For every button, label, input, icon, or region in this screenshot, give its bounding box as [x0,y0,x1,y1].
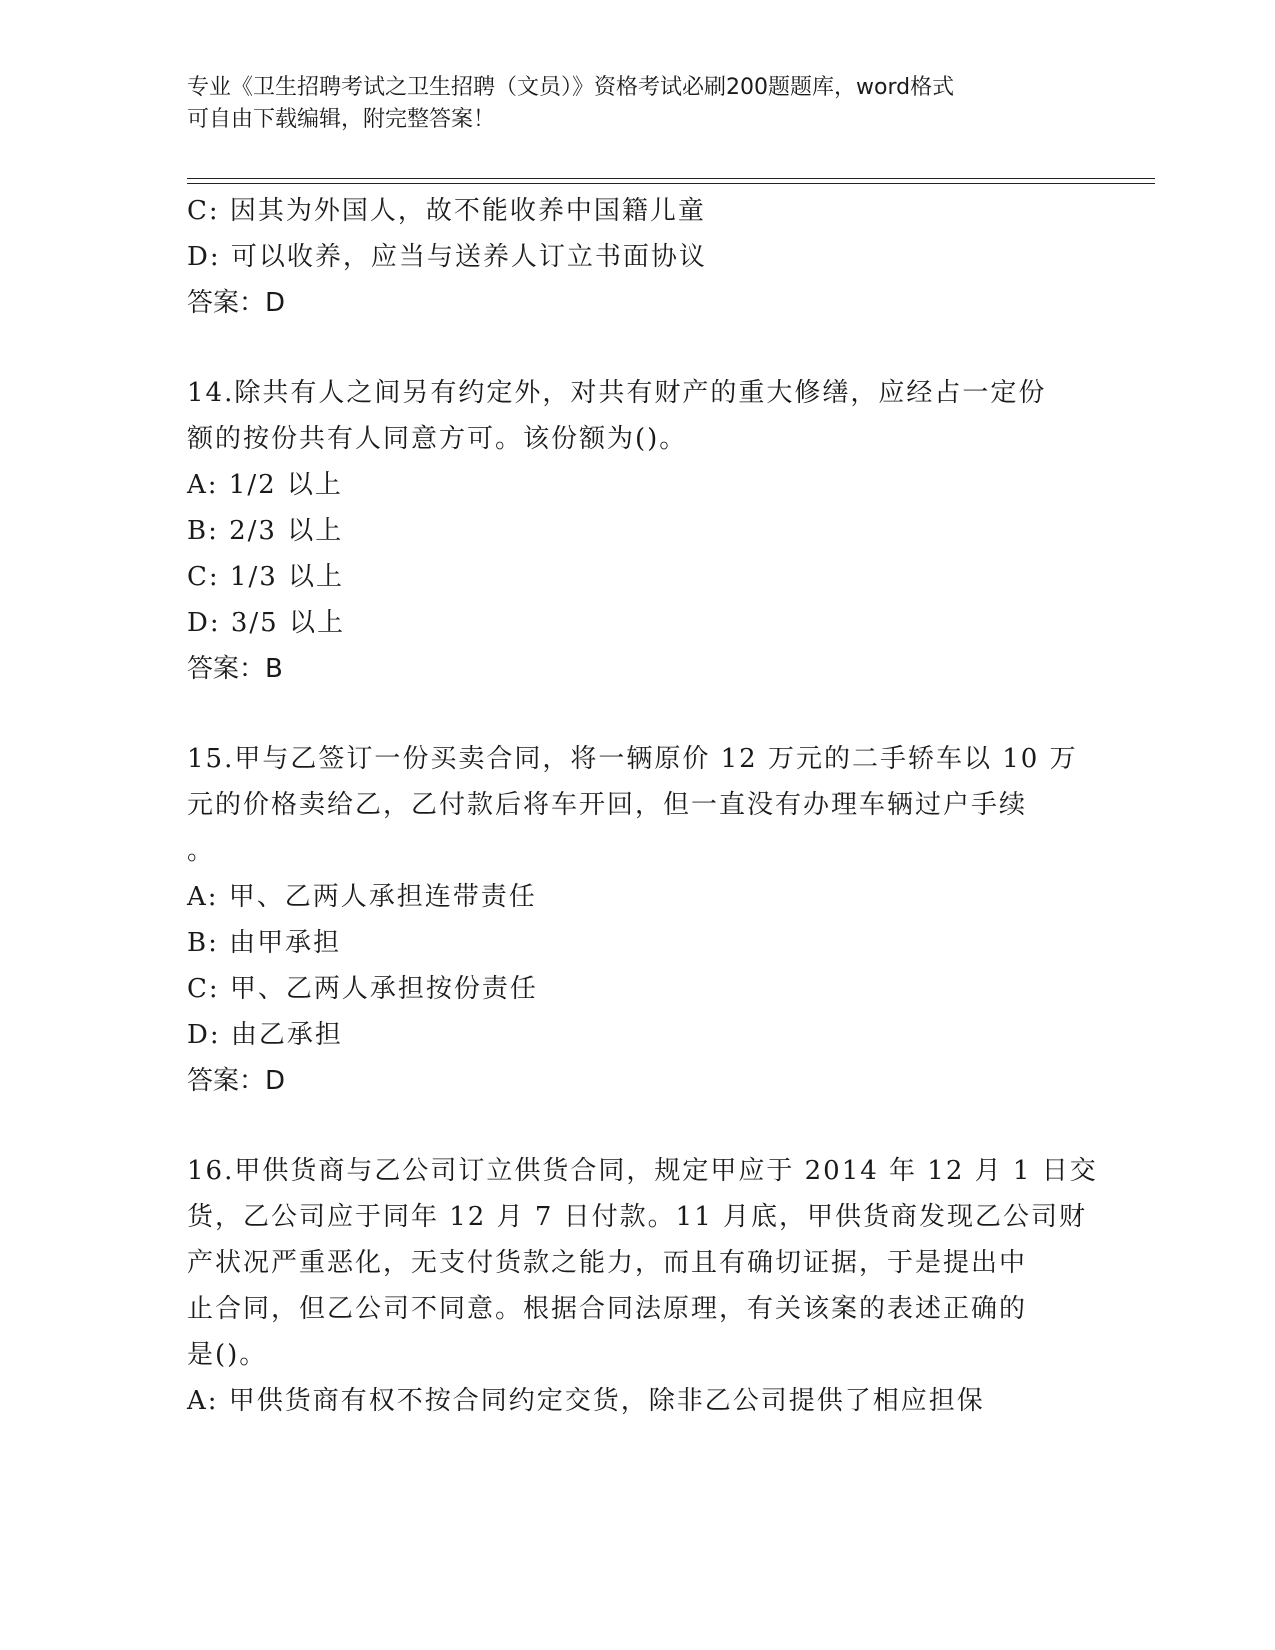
question-spacer [187,1104,1087,1148]
header-title-line-1: 专业《卫生招聘考试之卫生招聘（文员）》资格考试必刷200题题库，word格式 [187,75,955,100]
q16-stem-line-2: 货，乙公司应于同年 12 月 7 日付款。11 月底，甲供货商发现乙公司财 [187,1202,1088,1232]
question-13-block [187,188,1087,326]
document-header [187,72,1067,136]
q16-stem-line-4: 止合同，但乙公司不同意。根据合同法原理，有关该案的表述正确的 [187,1294,1028,1324]
q14-answer: 答案：B [187,654,283,684]
header-divider-top [187,178,1155,179]
q14-stem-line-2: 额的按份共有人同意方可。该份额为()。 [187,424,688,454]
question-spacer [187,326,1087,370]
q13-answer: 答案：D [187,288,286,318]
q15-option-a: A: 甲、乙两人承担连带责任 [187,882,537,912]
q14-option-a: A: 1/2 以上 [187,470,343,500]
q14-option-b: B: 2/3 以上 [187,516,344,546]
q16-stem-line-3: 产状况严重恶化，无支付货款之能力，而且有确切证据，于是提出中 [187,1248,1028,1278]
q15-option-b: B: 由甲承担 [187,928,342,958]
q15-option-c: C: 甲、乙两人承担按份责任 [187,974,538,1004]
q16-stem-line-1: 16.甲供货商与乙公司订立供货合同，规定甲应于 2014 年 12 月 1 日交 [187,1156,1098,1186]
q15-answer: 答案：D [187,1066,286,1096]
header-divider-bottom [187,183,1155,184]
q16-stem-line-5: 是()。 [187,1340,268,1370]
q14-option-c: C: 1/3 以上 [187,562,345,592]
q14-stem-line-1: 14.除共有人之间另有约定外，对共有财产的重大修缮，应经占一定份 [187,378,1047,408]
question-content [187,188,1098,1424]
q13-option-c: C: 因其为外国人，故不能收养中国籍儿童 [187,196,706,226]
q16-option-a: A: 甲供货商有权不按合同约定交货，除非乙公司提供了相应担保 [187,1386,985,1416]
q15-option-d: D: 由乙承担 [187,1020,343,1050]
q15-stem-line-1: 15.甲与乙签订一份买卖合同，将一辆原价 12 万元的二手轿车以 10 万 [187,744,1078,774]
question-14-block [187,370,1087,692]
header-title-line-2: 可自由下载编辑，附完整答案！ [187,107,496,132]
question-spacer [187,692,1087,736]
question-16-block [187,1148,1098,1424]
q13-option-d: D: 可以收养，应当与送养人订立书面协议 [187,242,707,272]
question-15-block [187,736,1087,1104]
q14-option-d: D: 3/5 以上 [187,608,345,638]
q15-stem-line-3: 。 [187,836,216,866]
q15-stem-line-2: 元的价格卖给乙，乙付款后将车开回，但一直没有办理车辆过户手续 [187,790,1028,820]
